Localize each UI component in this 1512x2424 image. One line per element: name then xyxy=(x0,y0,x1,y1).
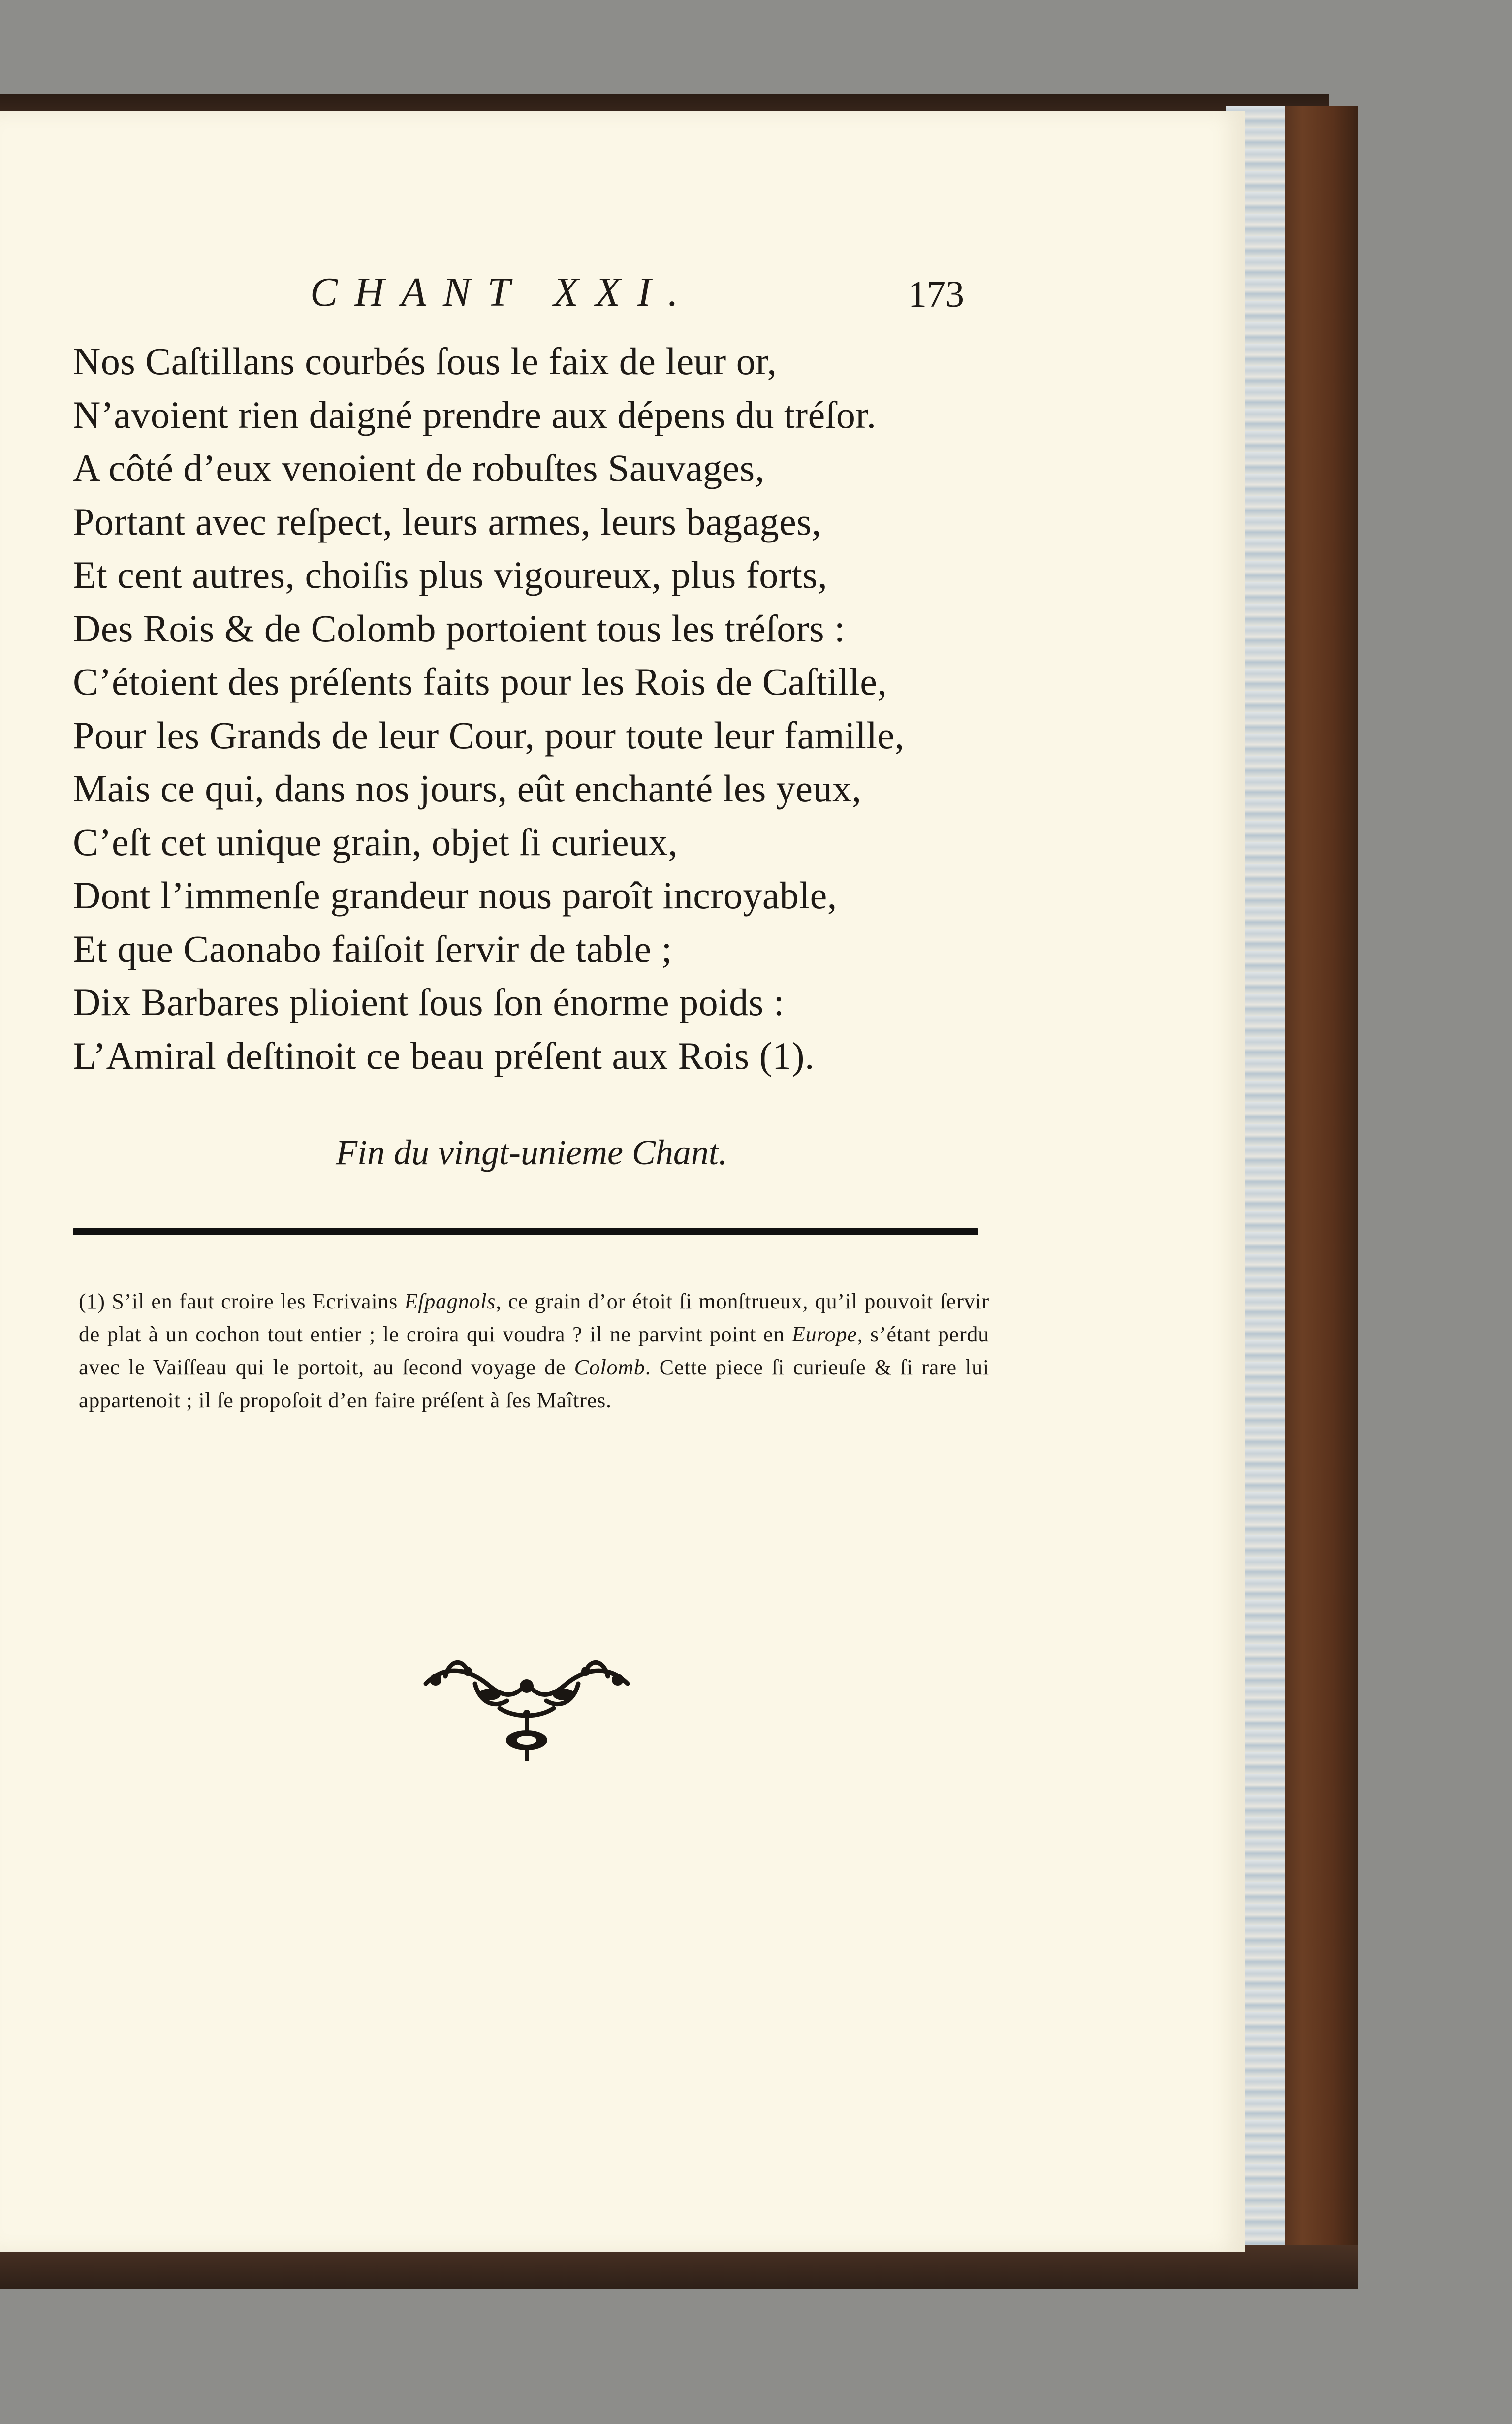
footnote-italic: Colomb xyxy=(574,1355,645,1379)
verse-line: A côté d’eux venoient de robuſtes Sauvages, xyxy=(73,447,765,489)
verse-line: Mais ce qui, dans nos jours, eût enchanté les yeux, xyxy=(73,767,862,810)
verse-line: Dix Barbares plioient ſous ſon énorme poids : xyxy=(73,981,785,1023)
verse-line: Et que Caonabo faiſoit ſervir de table ; xyxy=(73,927,672,970)
verse-line: Portant avec reſpect, leurs armes, leurs bagages, xyxy=(73,500,822,543)
footnote-italic: Eſpagnols xyxy=(404,1289,496,1313)
running-head: CHANT XXI. xyxy=(310,269,695,315)
chant-closing: Fin du vingt-unieme Chant. xyxy=(336,1133,727,1172)
footnote-marker: (1) xyxy=(79,1289,105,1313)
verse-line: Dont l’immenſe grandeur nous paroît incroyable, xyxy=(73,874,837,917)
footnote-text: , ce grain d’or étoit ſi monſtrueux, qu’il pouvoit ſervir de plat à un cochon tout entier ; le croira qui voudra ? il ne parvint point en xyxy=(79,1289,989,1346)
verse-line: C’étoient des préſents faits pour les Rois de Caſtille, xyxy=(73,660,887,703)
book-cover-edge xyxy=(1272,106,1358,2252)
verse-line: N’avoient rien daigné prendre aux dépens du tréſor. xyxy=(73,393,877,436)
verse-line: Et cent autres, choiſis plus vigoureux, plus forts, xyxy=(73,553,828,596)
footnote-italic: Europe xyxy=(791,1322,857,1346)
footnote-text: . Cette piece ſi curieuſe & ſi rare lui appartenoit ; il ſe propoſoit d’en faire préſent à ſes Maîtres. xyxy=(79,1355,990,1412)
verse-line: L’Amiral deſtinoit ce beau préſent aux Rois (1). xyxy=(73,1034,815,1077)
verse-line: Des Rois & de Colomb portoient tous les tréſors : xyxy=(73,606,846,650)
footnote-text: , s’étant perdu avec le Vaiſſeau qui le portoit, au ſecond voyage de xyxy=(79,1322,989,1379)
verse-line: C’eſt cet unique grain, objet ſi curieux, xyxy=(73,820,678,863)
footnote-text: S’il en faut croire les Ecrivains xyxy=(105,1289,405,1313)
verse-list xyxy=(73,335,993,1083)
footnote xyxy=(79,1285,989,1417)
verse-line: Nos Caſtillans courbés ſous le faix de leur or, xyxy=(73,340,777,383)
verse-line: Pour les Grands de leur Cour, pour toute leur famille, xyxy=(73,713,905,757)
floral-vignette-icon xyxy=(416,1649,637,1767)
page-number: 173 xyxy=(908,274,964,315)
footnote-rule xyxy=(73,1228,978,1235)
